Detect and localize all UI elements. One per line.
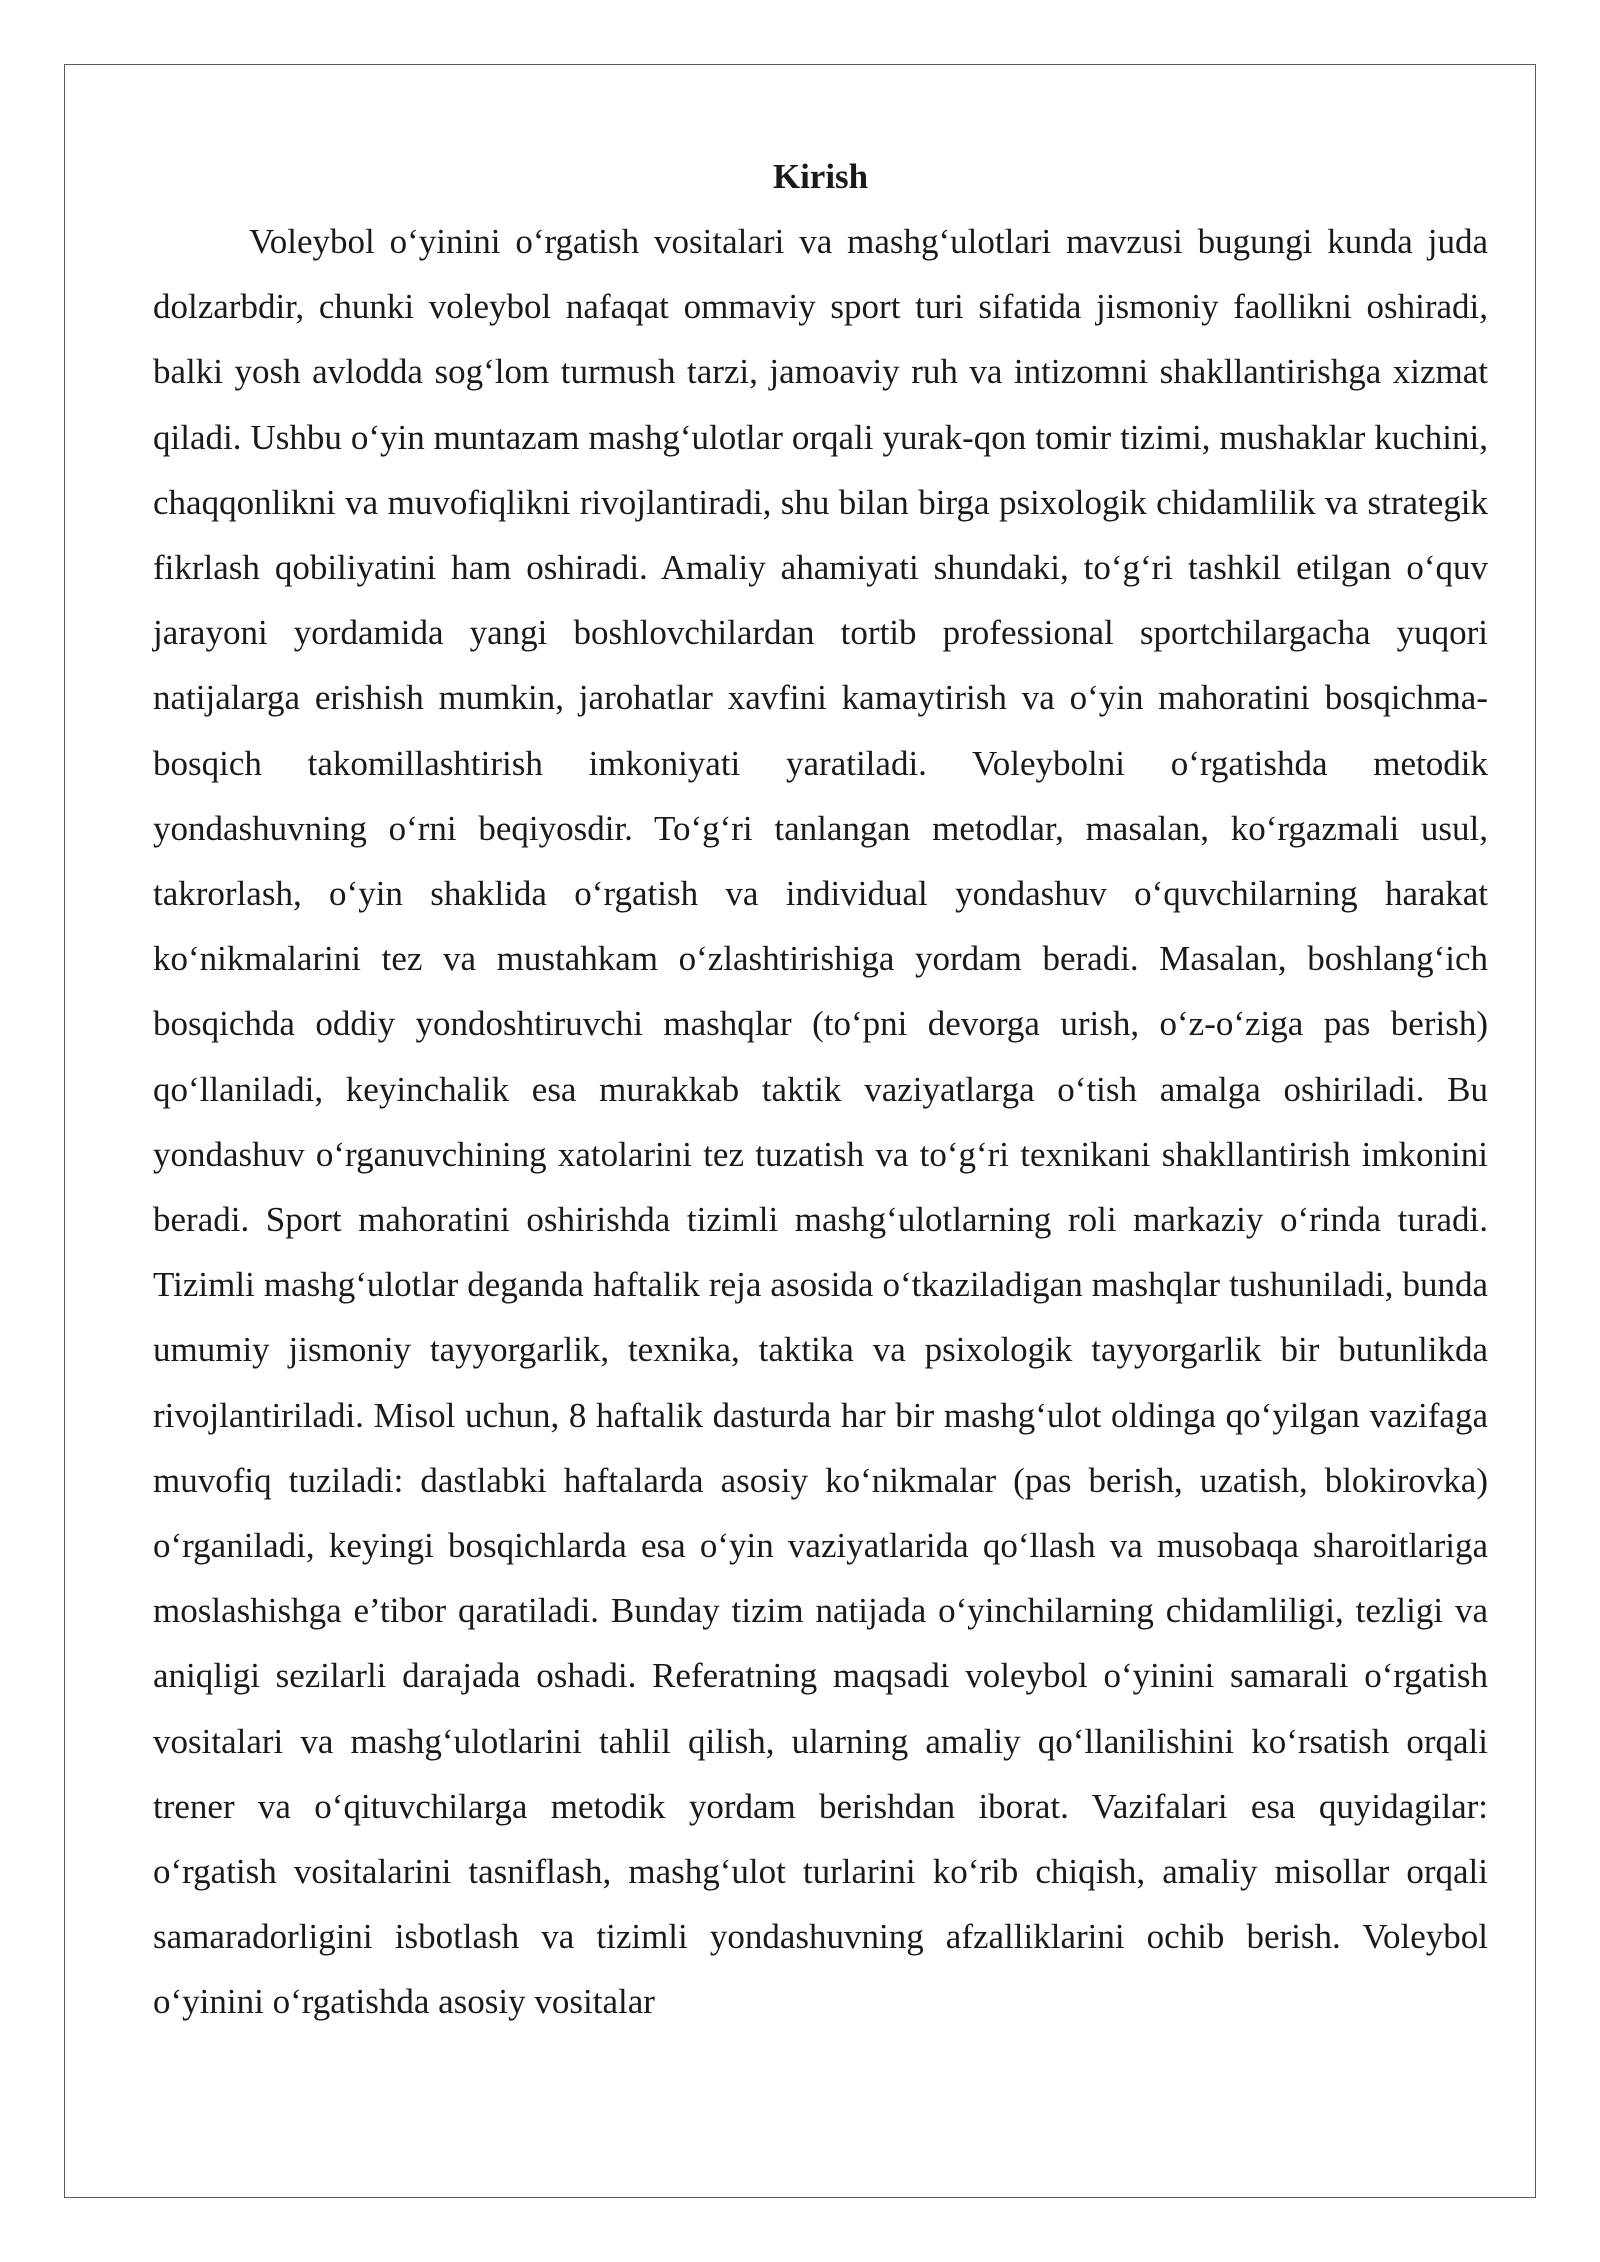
document-body <box>153 144 1488 2035</box>
body-paragraph: Voleybol o‘yinini o‘rgatish vositalari va mashg‘ulotlari mavzusi bugungi kunda juda dolzarbdir, chunki voleybol nafaqat ommaviy sport turi sifatida jismoniy faollikni oshiradi, balki yosh avlodda sog‘lom turmush tarzi, jamoaviy ruh va intizomni shakllantirishga xizmat qiladi. Ushbu o‘yin muntazam mashg‘ulotlar orqali yurak-qon tomir tizimi, mushaklar kuchini, chaqqonlikni va muvofiqlikni rivojlantiradi, shu bilan birga psixologik chidamlilik va strategik fikrlash qobiliyatini ham oshiradi. Amaliy ahamiyati shundaki, to‘g‘ri tashkil etilgan o‘quv jarayoni yordamida yangi boshlovchilardan tortib professional sportchilargacha yuqori natijalarga erishish mumkin, jarohatlar xavfini kamaytirish va o‘yin mahoratini bosqichma-bosqich takomillashtirish imkoniyati yaratiladi. Voleybolni o‘rgatishda metodik yondashuvning o‘rni beqiyosdir. To‘g‘ri tanlangan metodlar, masalan, ko‘rgazmali usul, takrorlash, o‘yin shaklida o‘rgatish va individual yondashuv o‘quvchilarning harakat ko‘nikmalarini tez va mustahkam o‘zlashtirishiga yordam beradi. Masalan, boshlang‘ich bosqichda oddiy yondoshtiruvchi mashqlar (to‘pni devorga urish, o‘z-o‘ziga pas berish) qo‘llaniladi, keyinchalik esa murakkab taktik vaziyatlarga o‘tish amalga oshiriladi. Bu yondashuv o‘rganuvchining xatolarini tez tuzatish va to‘g‘ri texnikani shakllantirish imkonini beradi. Sport mahoratini oshirishda tizimli mashg‘ulotlarning roli markaziy o‘rinda turadi. Tizimli mashg‘ulotlar deganda haftalik reja asosida o‘tkaziladigan mashqlar tushuniladi, bunda umumiy jismoniy tayyorgarlik, texnika, taktika va psixologik tayyorgarlik bir butunlikda rivojlantiriladi. Misol uchun, 8 haftalik dasturda har bir mashg‘ulot oldinga qo‘yilgan vazifaga muvofiq tuziladi: dastlabki haftalarda asosiy ko‘nikmalar (pas berish, uzatish, blokirovka) o‘rganiladi, keyingi bosqichlarda esa o‘yin vaziyatlarida qo‘llash va musobaqa sharoitlariga moslashishga e’tibor qaratiladi. Bunday tizim natijada o‘yinchilarning chidamliligi, tezligi va aniqligi sezilarli darajada oshadi. Referatning maqsadi voleybol o‘yinini samarali o‘rgatish vositalari va mashg‘ulotlarini tahlil qilish, ularning amaliy qo‘llanilishini ko‘rsatish orqali trener va o‘qituvchilarga metodik yordam berishdan iborat. Vazifalari esa quyidagilar: o‘rgatish vositalarini tasniflash, mashg‘ulot turlarini ko‘rib chiqish, amaliy misollar orqali samaradorligini isbotlash va tizimli yondashuvning afzalliklarini ochib berish. Voleybol o‘yinini o‘rgatishda asosiy vositalar <box>153 222 1488 2022</box>
section-title: Kirish <box>772 157 869 196</box>
